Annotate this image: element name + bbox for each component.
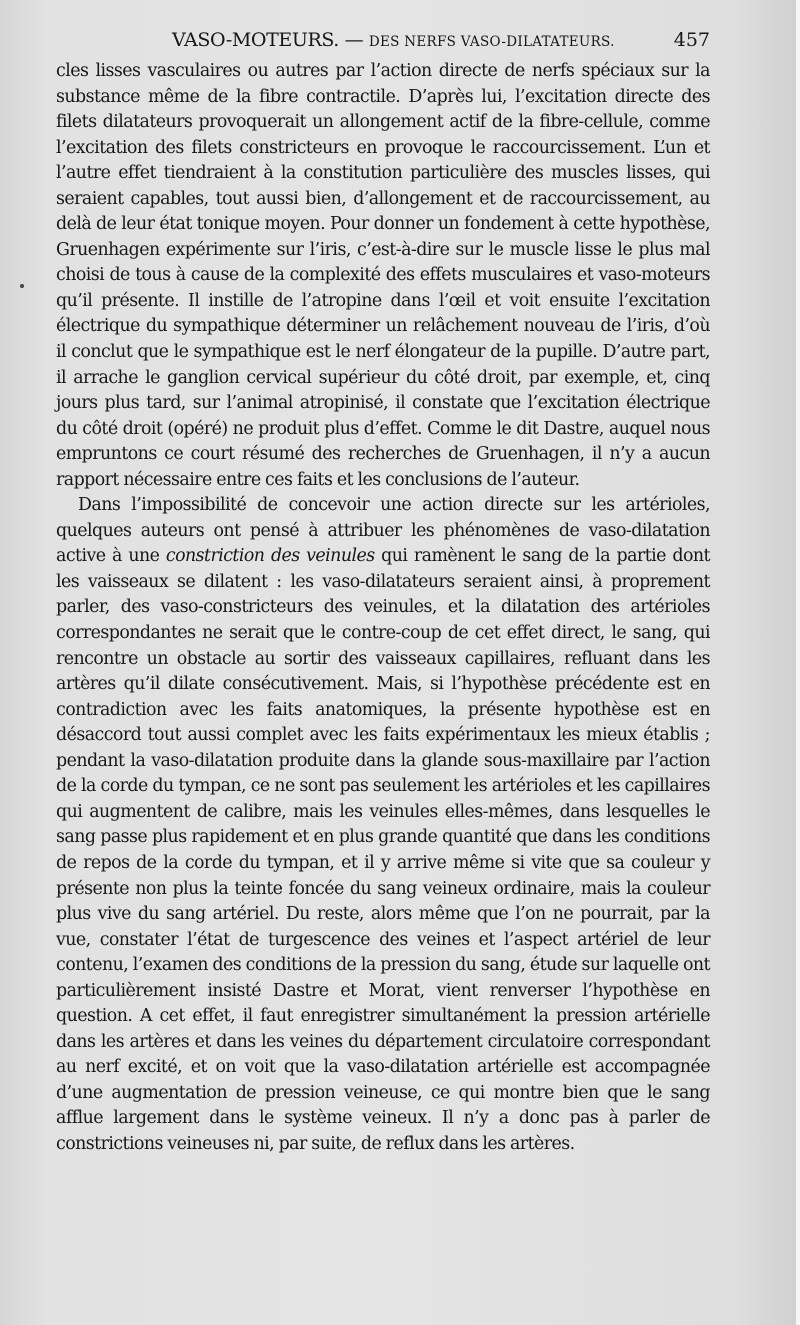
paragraph-2-start: Dans l’impossibilité de concevoir une action directe sur les artérioles, quelques auteurs ont pensé à attribuer les phénomènes de vaso-dilatation active à une: [56, 495, 710, 567]
page-edge: [796, 0, 800, 1325]
running-head: [172, 25, 615, 57]
page-header: [60, 25, 710, 55]
ink-speck: [20, 284, 24, 288]
paragraph-2: [56, 493, 710, 1157]
paragraph-2-italic-term: constriction des veinules: [165, 546, 375, 567]
paragraph-2-rest: qui ramènent le sang de la partie dont les vaisseaux se dilatent : les vaso-dilatateurs seraient ainsi, à proprement parler, des vaso-constricteurs des veinules, et la dilatation des artérioles correspondantes ne serait que le contre-coup de cet effet direct, le sang, qui rencontre un obstacle au sortir des vaisseaux capillaires, refluant dans les artères qu’il dilate consécutivement. Mais, si l’hypothèse précédente est en contradiction avec les faits anatomiques, la présente hypothèse est en désaccord tout aussi complet avec les faits expérimentaux les mieux établis ; pendant la vaso-dilatation produite dans la glande sous-maxillaire par l’action de la corde du tympan, ce ne sont pas seulement les artérioles et les capillaires qui augmentent de calibre, mais les veinules elles-mêmes, dans lesquelles le sang passe plus rapidement et en plus grande quantité que dans les conditions de repos de la corde du tympan, et il y arrive même si vite que sa couleur y présente non plus la teinte foncée du sang veineux ordinaire, mais la couleur plus vive du sang artériel. Du reste, alors même que l’on ne pourrait, par la vue, constater l’état de turgescence des veines et l’aspect artériel de leur contenu, l’examen des conditions de la pression du sang, étude sur laquelle ont particulièrement insisté Dastre et Morat, vient renverser l’hypothèse en question. A cet effet, il faut enregistrer simultanément la pression artérielle dans les artères et dans les veines du département circulatoire correspondant au nerf excité, et on voit que la vaso-dilatation artérielle est accompagnée d’une augmentation de pression veineuse, ce qui montre bien que le sang afflue largement dans le système veineux. Il n’y a donc pas à parler de constrictions veineuses ni, par suite, de reflux dans les artères.: [56, 546, 710, 1154]
running-head-separator: —: [338, 29, 369, 51]
body-text: [56, 59, 710, 1158]
page-number: 457: [673, 29, 710, 51]
paragraph-1: cles lisses vasculaires ou autres par l’action directe de nerfs spéciaux sur la substance même de la fibre contractile. D’après lui, l’excitation directe des filets dilatateurs provoquerait un allongement actif de la fibre-cellule, comme l’excitation des filets constricteurs en provoque le raccourcissement. L’un et l’autre effet tiendraient à la constitution particulière des muscles lisses, qui seraient capables, tout aussi bien, d’allongement et de raccourcissement, au delà de leur état tonique moyen. Pour donner un fondement à cette hypothèse, Gruenhagen expérimente sur l’iris, c’est-à-dire sur le muscle lisse le plus mal choisi de tous à cause de la complexité des effets musculaires et vaso-moteurs qu’il présente. Il instille de l’atropine dans l’œil et voit ensuite l’excitation électrique du sympathique déterminer un relâchement nouveau de l’iris, d’où il conclut que le sympathique est le nerf élongateur de la pupille. D’autre part, il arrache le ganglion cervical supérieur du côté droit, par exemple, et, cinq jours plus tard, sur l’animal atropinisé, il constate que l’excitation électrique du côté droit (opéré) ne produit plus d’effet. Comme le dit Dastre, auquel nous empruntons ce court résumé des recherches de Gruenhagen, il n’y a aucun rapport nécessaire entre ces faits et les conclusions de l’auteur.: [56, 61, 710, 490]
running-head-main: VASO-MOTEURS.: [172, 29, 339, 51]
running-head-subtitle: DES NERFS VASO-DILATATEURS.: [368, 34, 615, 50]
